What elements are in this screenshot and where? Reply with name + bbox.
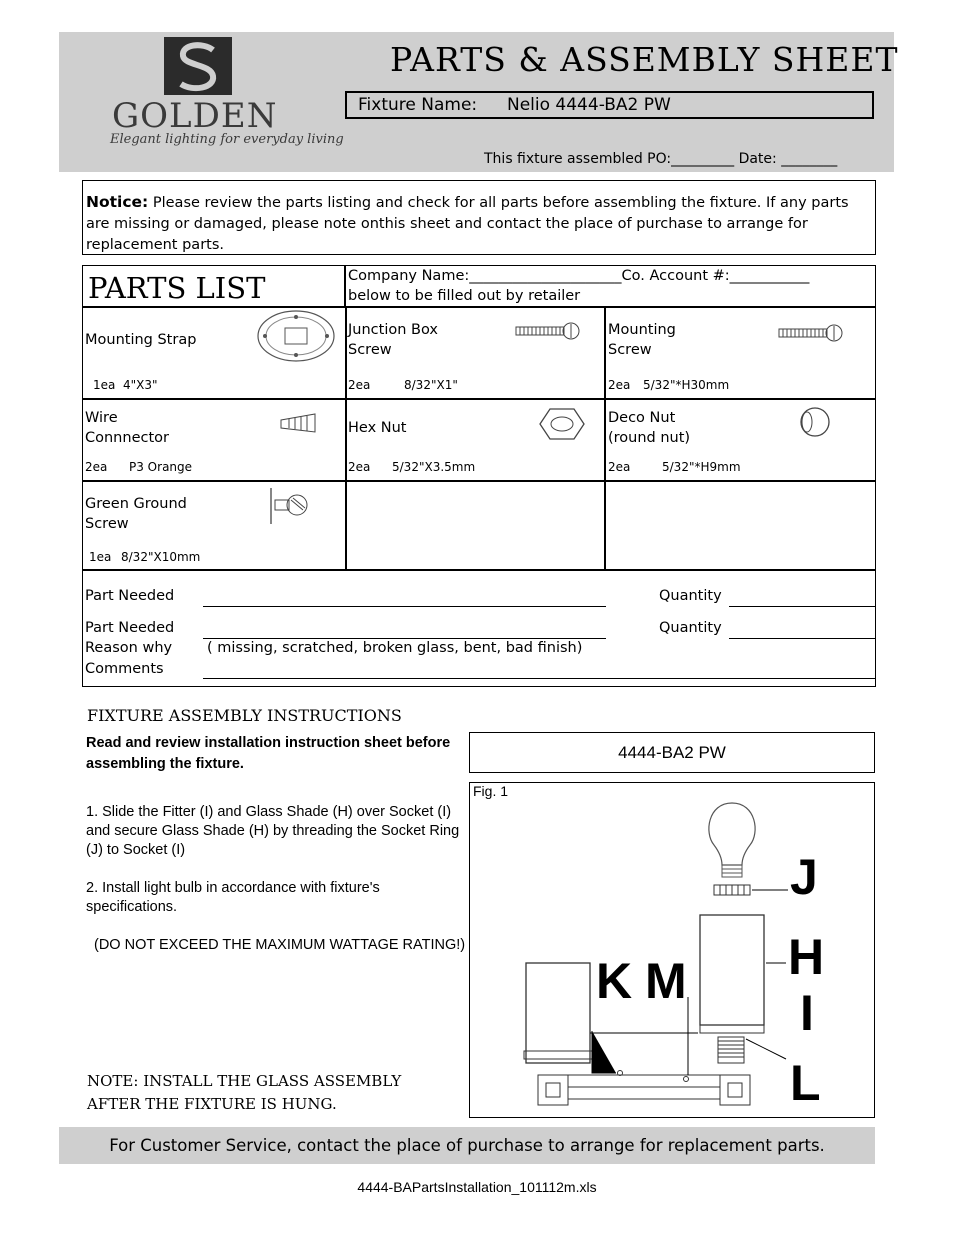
reason-hint: ( missing, scratched, broken glass, bent, bad finish)	[207, 640, 583, 656]
brand-tagline: Elegant lighting for everyday living	[110, 132, 344, 147]
part-name-line2: Screw	[85, 516, 129, 532]
notice-label: Notice:	[86, 193, 149, 211]
step-2: 2. Install light bulb in accordance with fixture's specifications.	[86, 880, 380, 915]
part-spec: 5/32"X3.5mm	[392, 460, 476, 474]
part-name: Green Ground	[85, 496, 187, 512]
install-note-line2: AFTER THE FIXTURE IS HUNG.	[87, 1095, 337, 1113]
notice-text: Please review the parts listing and check for all parts before assembling the fixture. If any parts are missing or damaged, please note onthis sheet and contact the place of purchase to arrange for replacement parts.	[86, 195, 849, 253]
part-cell-deco-nut	[605, 398, 875, 480]
part-qty: 2ea	[608, 460, 631, 474]
part-spec: 8/32"X1"	[404, 378, 458, 392]
light-bulb-icon	[709, 803, 755, 877]
figure-label: Fig. 1	[473, 783, 509, 799]
part-spec: 5/32"*H30mm	[643, 378, 730, 392]
quantity-label: Quantity	[659, 620, 722, 636]
label-h: H	[788, 929, 825, 985]
part-needed-label: Part Needed	[85, 588, 175, 604]
parts-list-title: PARTS LIST	[88, 271, 266, 305]
read-instructions-note: Read and review installation instruction sheet before assembling the fixture.	[86, 735, 451, 772]
part-qty: 2ea	[348, 378, 371, 392]
part-qty: 2ea	[348, 460, 371, 474]
part-name-line2: Connnector	[85, 430, 169, 446]
reason-label: Reason why	[85, 640, 173, 656]
part-spec: 5/32"*H9mm	[662, 460, 741, 474]
page-title: PARTS & ASSEMBLY SHEET	[390, 40, 899, 79]
retailer-note: below to be filled out by retailer	[348, 288, 581, 304]
part-name-line2: (round nut)	[608, 430, 691, 446]
part-cell-hex-nut	[346, 398, 604, 480]
part-needed-field[interactable]	[203, 606, 606, 607]
comments-field[interactable]	[203, 678, 875, 679]
mounting-strap-icon	[255, 308, 337, 364]
model-number-box: 4444-BA2 PW	[469, 732, 875, 773]
quantity-field[interactable]	[729, 638, 875, 639]
quantity-field[interactable]	[729, 606, 875, 607]
fixture-name-value: Nelio 4444-BA2 PW	[507, 95, 671, 115]
part-name: Mounting	[608, 322, 676, 338]
customer-service-banner: For Customer Service, contact the place of purchase to arrange for replacement parts.	[59, 1127, 875, 1164]
part-needed-label: Part Needed	[85, 620, 175, 636]
part-spec: P3 Orange	[129, 460, 193, 474]
round-nut-icon	[797, 404, 833, 440]
po-date-line: This fixture assembled PO:_________ Date: ________	[484, 151, 838, 167]
wattage-warning: (DO NOT EXCEED THE MAXIMUM WATTAGE RATING!)	[94, 937, 466, 953]
part-name: Deco Nut	[608, 410, 676, 426]
comments-label: Comments	[85, 661, 164, 677]
install-note	[87, 1070, 401, 1116]
part-cell-junction-box-screw	[346, 306, 604, 398]
part-spec: 4"X3"	[123, 378, 158, 392]
file-name: 4444-BAPartsInstallation_101112m.xls	[357, 1179, 597, 1195]
screw-icon	[777, 324, 845, 342]
part-qty: 1ea	[93, 378, 116, 392]
part-name-line2: Screw	[608, 342, 652, 358]
hex-nut-icon	[538, 406, 586, 442]
step-1: 1. Slide the Fitter (I) and Glass Shade (H) over Socket (I) and secure Glass Shade (H) by threading the Socket Ring (J) to Socket (I)	[86, 804, 460, 858]
instructions-heading: FIXTURE ASSEMBLY INSTRUCTIONS	[87, 706, 402, 725]
part-spec: 8/32"X10mm	[121, 550, 201, 564]
label-m: M	[645, 953, 687, 1009]
part-name-line2: Screw	[348, 342, 392, 358]
install-note-line1: NOTE: INSTALL THE GLASS ASSEMBLY	[87, 1072, 402, 1090]
part-cell-wire-connector	[83, 398, 345, 480]
fixture-name-label: Fixture Name:	[358, 95, 478, 115]
part-cell-green-ground-screw	[83, 480, 345, 569]
label-k: K	[596, 953, 633, 1009]
part-cell-mounting-strap	[83, 306, 345, 398]
golden-logo-icon	[163, 36, 233, 98]
label-j: J	[790, 849, 818, 905]
part-qty: 2ea	[608, 378, 631, 392]
brand-name: GOLDEN	[112, 96, 278, 136]
company-name-line: Company Name:_____________________Co. Account #:___________	[348, 268, 810, 284]
label-i: I	[800, 985, 814, 1041]
part-qty: 1ea	[89, 550, 112, 564]
parts-list-table	[82, 265, 876, 687]
part-name: Mounting Strap	[85, 332, 197, 348]
notice-box	[82, 180, 876, 255]
wire-connector-icon	[279, 412, 319, 436]
ground-screw-icon	[269, 486, 313, 526]
label-l: L	[790, 1055, 821, 1111]
part-qty: 2ea	[85, 460, 108, 474]
part-name: Hex Nut	[348, 420, 407, 436]
part-name: Junction Box	[348, 322, 438, 338]
quantity-label: Quantity	[659, 588, 722, 604]
part-name: Wire	[85, 410, 118, 426]
screw-icon	[514, 322, 582, 340]
part-cell-mounting-screw	[605, 306, 875, 398]
